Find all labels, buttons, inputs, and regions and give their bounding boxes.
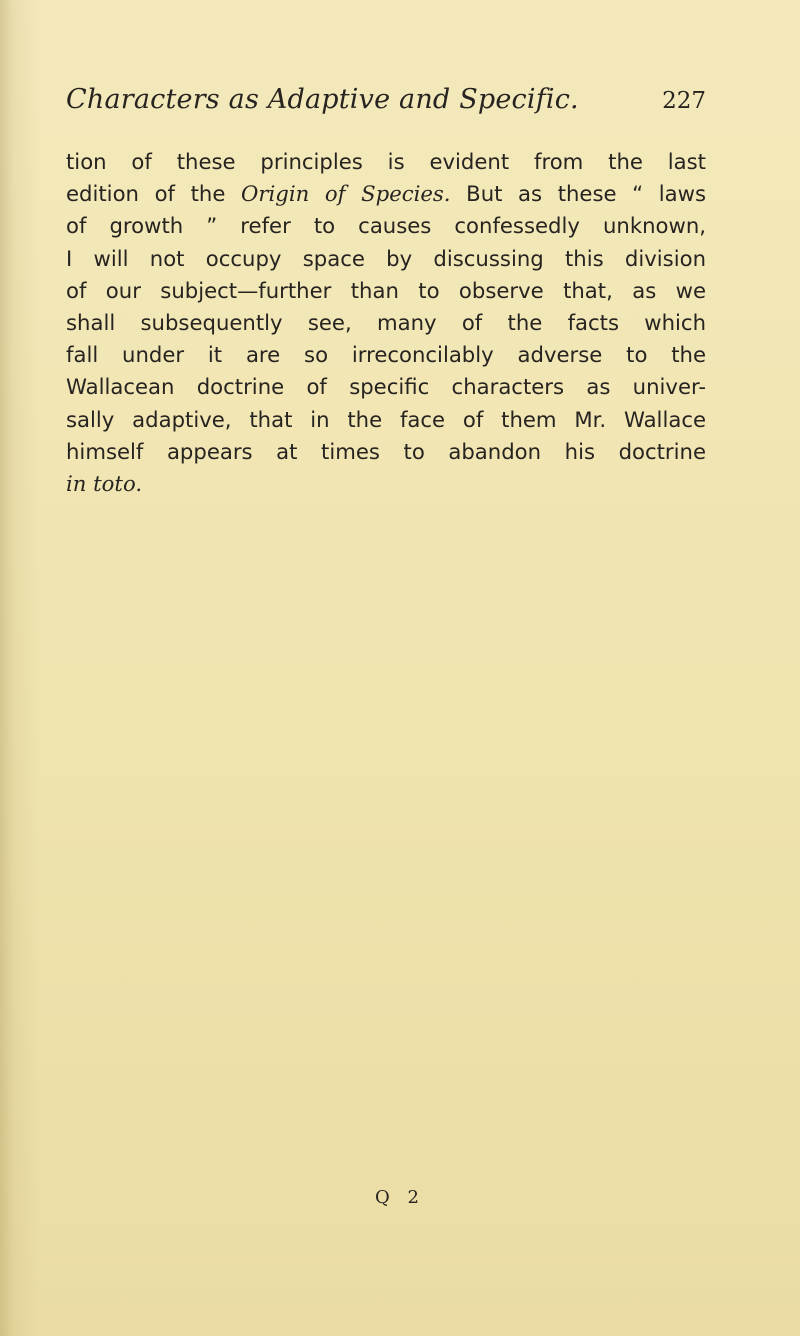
text-line-5: of our subject—further than to observe that, as we [66, 277, 706, 303]
text-line-7: fall under it are so irreconcilably adverse to the [66, 342, 706, 368]
text-line-10: himself appears at times to abandon his doctrine [66, 438, 706, 464]
text-line-2-suffix: But as these “ laws [466, 181, 706, 207]
text-line-1: tion of these principles is evident from the last [66, 149, 706, 174]
text-line-2-prefix: edition of the [66, 181, 226, 207]
signature-mark: Q 2 [375, 1187, 425, 1208]
running-head [66, 84, 706, 124]
text-line-6: shall subsequently see, many of the facts which [66, 309, 706, 335]
book-title-italic: Origin of Species. [241, 181, 451, 207]
text-line-8: Wallacean doctrine of specific characters as univer- [66, 374, 706, 400]
text-line-9: sally adaptive, that in the face of them Mr. Wallace [66, 406, 706, 432]
text-line-11: in toto. [66, 470, 143, 496]
text-line-3: of growth ” refer to causes confessedly unknown, [66, 213, 706, 239]
body-paragraph [66, 146, 706, 500]
page-number: 227 [662, 88, 706, 114]
running-head-title: Characters as Adaptive and Specific. [66, 84, 579, 115]
text-line-2 [66, 178, 706, 210]
text-line-4: I will not occupy space by discussing this division [66, 245, 706, 271]
